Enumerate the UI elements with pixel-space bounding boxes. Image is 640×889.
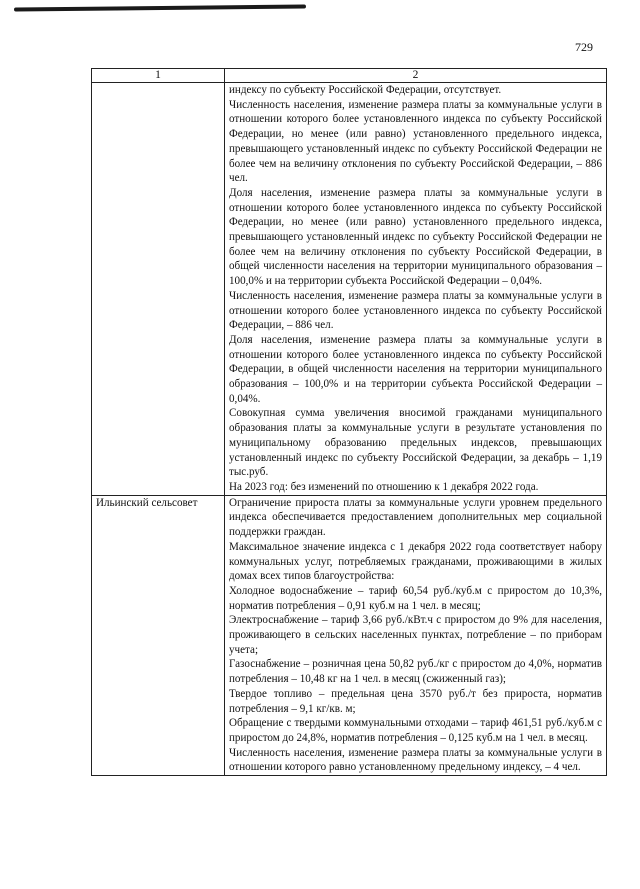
paragraph: Газоснабжение – розничная цена 50,82 руб./кг с приростом до 4,0%, норматив потребления – 10,48 кг на 1 чел. в месяц (сжиженный газ); <box>229 658 602 686</box>
region-name-cell <box>92 83 225 496</box>
description-cell <box>225 83 607 496</box>
header-col-1: 1 <box>92 69 225 83</box>
paragraph: Максимальное значение индекса с 1 декабря 2022 года соответствует набору коммунальных услуг, потребляемых гражданами, проживающими в жилых домах всех типов благоустройства: <box>229 540 602 583</box>
paragraph: индексу по субъекту Российской Федерации, отсутствует. <box>229 84 502 96</box>
table-row <box>92 83 607 496</box>
scan-artifact-bar <box>14 4 306 11</box>
paragraph: Обращение с твердыми коммунальными отходами – тариф 461,51 руб./куб.м с приростом до 24,8%, норматив потребления – 0,125 куб.м на 1 чел. в месяц. <box>229 717 602 744</box>
table-header-row <box>92 69 607 83</box>
paragraph: Численность населения, изменение размера платы за коммунальные услуги в отношении которого равно установленному предельному индексу, – 4 чел. <box>229 746 602 774</box>
paragraph: Доля населения, изменение размера платы за коммунальные услуги в отношении которого более установленного индекса по субъекту Российской Федерации, но менее (или равно) установленного предельного индекса, превышающего установленный индекс по субъекту Российской Федерации не более чем на величину отклонения по субъекту Российской Федерации, в общей численности населения на территории муниципального образования – 100,0% и на территории субъекта Российской Федерации – 0,04%. <box>229 186 602 288</box>
paragraph: Доля населения, изменение размера платы за коммунальные услуги в отношении которого более установленного индекса по субъекту Российской Федерации, в общей численности населения на территории муниципального образования – 100,0% и на территории субъекта Российской Федерации – 0,04%. <box>229 333 602 405</box>
document-table <box>91 68 607 776</box>
description-cell <box>225 495 607 775</box>
page-number: 729 <box>575 40 593 54</box>
paragraph: Численность населения, изменение размера платы за коммунальные услуги в отношении которого более установленного индекса по субъекту Российской Федерации, – 886 чел. <box>229 289 602 332</box>
region-name-cell: Ильинский сельсовет <box>92 495 225 775</box>
paragraph: Численность населения, изменение размера платы за коммунальные услуги в отношении которого более установленного индекса по субъекту Российской Федерации, но менее (или равно) установленного предельного индекса, превышающего установленный индекс по субъекту Российской Федерации не более чем на величину отклонения по субъекту Российской Федерации, – 886 чел. <box>229 98 602 185</box>
paragraph: Электроснабжение – тариф 3,66 руб./кВт.ч с приростом до 9% для населения, проживающего в сельских населенных пунктах, потребление – по приборам учета; <box>229 614 602 656</box>
table-row <box>92 495 607 775</box>
paragraph: На 2023 год: без изменений по отношению к 1 декабря 2022 года. <box>229 480 539 493</box>
header-col-2: 2 <box>225 69 607 83</box>
paragraph: Совокупная сумма увеличения вносимой гражданами муниципального образования платы за коммунальные услуги в результате установления по муниципальному образованию предельных индексов, превышающих установленный индекс по субъекту Российской Федерации, за декабрь – 1,19 тыс.руб. <box>229 407 602 479</box>
paragraph: Ограничение прироста платы за коммунальные услуги уровнем предельного индекса обеспечивается предоставлением дополнительных мер социальной поддержки граждан. <box>229 496 602 539</box>
paragraph: Холодное водоснабжение – тариф 60,54 руб./куб.м с приростом до 10,3%, норматив потребления – 0,91 куб.м на 1 чел. в месяц; <box>229 584 602 612</box>
paragraph: Твердое топливо – предельная цена 3570 руб./т без прироста, норматив потребления – 9,1 кг/кв. м; <box>229 687 602 715</box>
